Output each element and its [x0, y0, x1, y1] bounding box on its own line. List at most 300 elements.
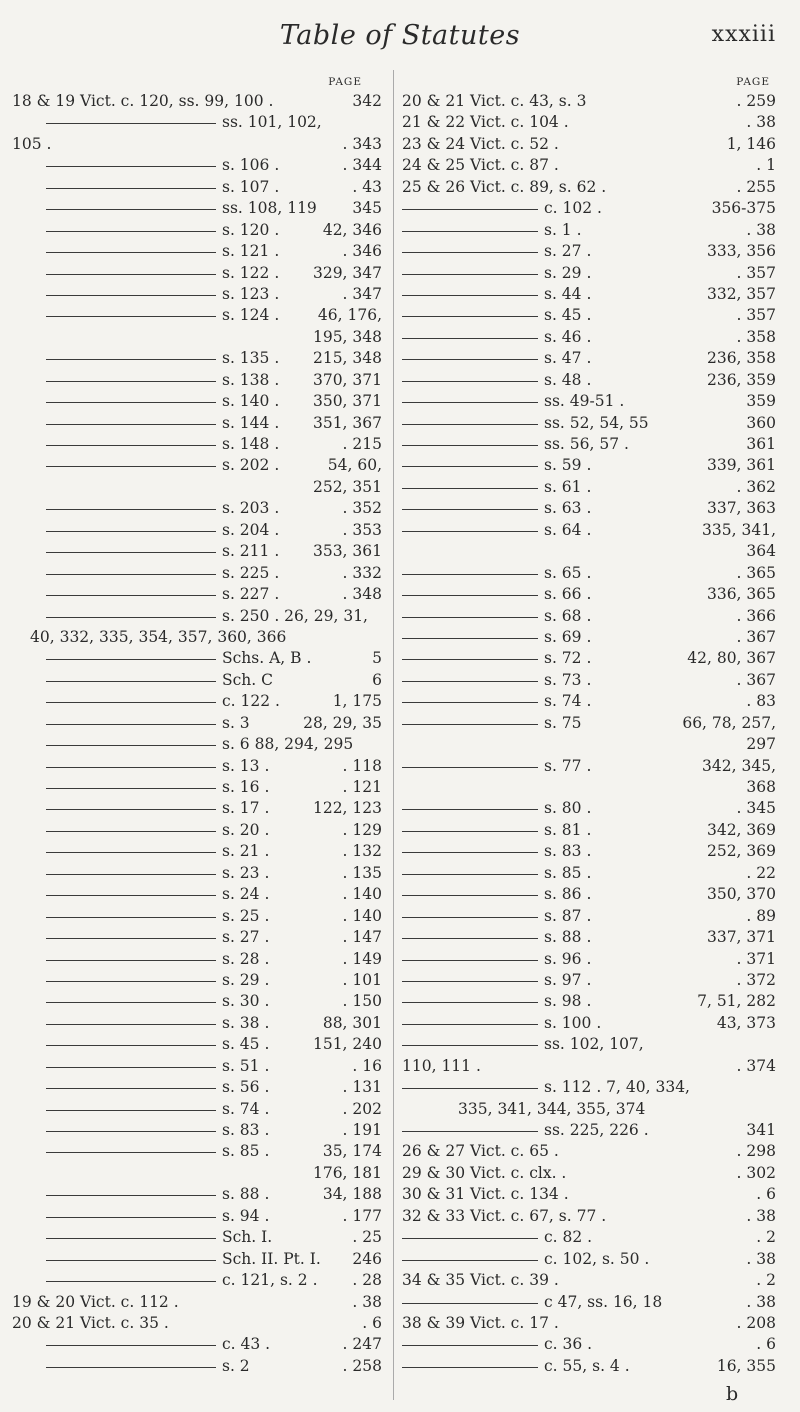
ditto-rule	[402, 274, 538, 275]
index-entry	[398, 1207, 788, 1228]
ditto-rule	[402, 767, 538, 768]
entry-label: s. 140 .	[222, 392, 280, 411]
entry-page: . 2	[756, 1228, 776, 1247]
index-entry	[398, 435, 788, 456]
ditto-rule	[402, 852, 538, 853]
ditto-rule	[402, 1260, 538, 1261]
entry-label: 110, 111 .	[402, 1056, 481, 1075]
entry-label: 335, 341, 344, 355, 374	[458, 1099, 646, 1118]
index-entry	[398, 1250, 788, 1271]
entry-page: . 147	[342, 928, 382, 947]
entry-page: . 22	[746, 863, 776, 882]
entry-label: s. 122 .	[222, 263, 280, 282]
ditto-rule	[402, 638, 538, 639]
entry-label: 105 .	[12, 134, 52, 153]
entry-label: 26 & 27 Vict. c. 65 .	[402, 1142, 559, 1161]
index-entry	[398, 221, 788, 242]
index-entry	[10, 735, 392, 756]
index-entry	[398, 735, 788, 756]
ditto-rule	[46, 617, 216, 618]
entry-label: s. 6 88, 294, 295	[222, 735, 354, 754]
entry-page: . 367	[736, 627, 776, 646]
entry-label: 30 & 31 Vict. c. 134 .	[402, 1185, 569, 1204]
entry-page: 329, 347	[312, 263, 382, 282]
entry-label: ss. 49-51 .	[544, 392, 625, 411]
entry-page: 88, 301	[322, 1013, 382, 1032]
index-entry	[10, 306, 392, 327]
ditto-rule	[402, 659, 538, 660]
ditto-rule	[402, 402, 538, 403]
index-entry	[398, 156, 788, 177]
ditto-rule	[402, 874, 538, 875]
ditto-rule	[402, 724, 538, 725]
entry-page: 43, 373	[716, 1013, 776, 1032]
index-entry	[398, 1164, 788, 1185]
ditto-rule	[402, 1345, 538, 1346]
ditto-rule	[46, 1131, 216, 1132]
index-entry	[10, 328, 392, 349]
ditto-rule	[402, 1088, 538, 1089]
page-number: xxxiii	[711, 22, 776, 47]
index-entry	[10, 264, 392, 285]
entry-page: . 6	[756, 1185, 776, 1204]
index-entry	[398, 478, 788, 499]
ditto-rule	[46, 424, 216, 425]
index-entry	[398, 371, 788, 392]
ditto-rule	[46, 381, 216, 382]
entry-page: 333, 356	[706, 242, 776, 261]
index-entry	[10, 156, 392, 177]
entry-label: Sch. I.	[222, 1228, 273, 1247]
entry-label: s. 94 .	[222, 1206, 270, 1225]
entry-label: Schs. A, B .	[222, 649, 312, 668]
ditto-rule	[46, 166, 216, 167]
ditto-rule	[46, 981, 216, 982]
entry-label: s. 72 .	[544, 649, 592, 668]
ditto-rule	[402, 338, 538, 339]
index-entry	[10, 757, 392, 778]
entry-label: ss. 52, 54, 55	[544, 413, 649, 432]
entry-page: 5	[372, 649, 382, 668]
entry-page: 353, 361	[312, 542, 382, 561]
entry-label: ss. 225, 226 .	[544, 1121, 649, 1139]
index-entry	[10, 799, 392, 820]
index-entry	[398, 1335, 788, 1356]
entry-page: . 89	[746, 906, 776, 925]
entry-label: s. 64 .	[544, 520, 592, 539]
page-header	[0, 0, 800, 70]
index-entry	[398, 542, 788, 563]
entry-label: ss. 56, 57 .	[544, 435, 629, 453]
ditto-rule	[46, 466, 216, 467]
entry-label: s. 63 .	[544, 499, 592, 518]
ditto-rule	[402, 1045, 538, 1046]
entry-page: . 101	[342, 970, 382, 989]
entry-label: s. 66 .	[544, 585, 592, 604]
index-entry	[398, 392, 788, 413]
index-entry	[10, 778, 392, 799]
entry-label: s. 24 .	[222, 885, 270, 904]
index-entry	[398, 714, 788, 735]
entry-page: . 365	[736, 563, 776, 582]
entry-label: s. 106 .	[222, 156, 280, 175]
index-entry	[398, 1293, 788, 1314]
entry-label: 24 & 25 Vict. c. 87 .	[402, 156, 559, 175]
ditto-rule	[46, 809, 216, 810]
entry-page: 342	[352, 92, 382, 110]
entry-label: s. 85 .	[222, 1142, 270, 1161]
index-entry	[10, 1100, 392, 1121]
ditto-rule	[402, 295, 538, 296]
entry-page: . 344	[342, 156, 382, 175]
entry-label: s. 148 .	[222, 435, 280, 453]
entry-page: . 357	[736, 263, 776, 282]
index-entry	[398, 692, 788, 713]
entry-page: . 38	[746, 1206, 776, 1225]
index-entry	[10, 628, 392, 649]
index-entry	[10, 1142, 392, 1163]
ditto-rule	[46, 960, 216, 961]
entry-page: 360	[746, 413, 776, 432]
entry-page: 351, 367	[312, 413, 382, 432]
index-entry	[398, 842, 788, 863]
entry-label: s. 21 .	[222, 842, 270, 861]
ditto-rule	[46, 788, 216, 789]
entry-page: . 6	[756, 1335, 776, 1354]
entry-page: . 367	[736, 670, 776, 689]
column-divider	[393, 70, 394, 1400]
index-entry	[398, 928, 788, 949]
ditto-rule	[46, 702, 216, 703]
entry-page: . 28	[352, 1271, 382, 1290]
entry-label: s. 96 .	[544, 949, 592, 968]
entry-label: s. 59 .	[544, 456, 592, 475]
entry-page: . 347	[342, 284, 382, 303]
ditto-rule	[402, 574, 538, 575]
entry-label: s. 250 . 26, 29, 31,	[222, 606, 368, 625]
entry-label: 38 & 39 Vict. c. 17 .	[402, 1313, 559, 1332]
ditto-rule	[46, 1195, 216, 1196]
entry-page: . 298	[736, 1142, 776, 1161]
entry-label: s. 124 .	[222, 306, 280, 325]
index-entry	[398, 242, 788, 263]
entry-page: 42, 80, 367	[687, 649, 776, 668]
ditto-rule	[46, 895, 216, 896]
index-entry	[10, 821, 392, 842]
ditto-rule	[46, 1260, 216, 1261]
ditto-rule	[46, 123, 216, 124]
index-entry	[10, 135, 392, 156]
entry-page: 337, 371	[706, 928, 776, 947]
entry-page: . 38	[746, 113, 776, 132]
entry-page: 335, 341,	[702, 520, 776, 539]
index-entry	[398, 564, 788, 585]
ditto-rule	[46, 1067, 216, 1068]
index-entry	[10, 928, 392, 949]
index-entry	[10, 842, 392, 863]
ditto-rule	[46, 531, 216, 532]
entry-label: s. 80 .	[544, 799, 592, 818]
index-entry	[10, 349, 392, 370]
index-entry	[398, 113, 788, 134]
ditto-rule	[46, 188, 216, 189]
entry-page: 42, 346	[322, 220, 382, 239]
ditto-rule	[46, 874, 216, 875]
index-entry	[398, 907, 788, 928]
entry-label: s. 29 .	[222, 970, 270, 989]
ditto-rule	[402, 681, 538, 682]
entry-page: 54, 60,	[327, 456, 382, 475]
ditto-rule	[402, 917, 538, 918]
entry-label: s. 74 .	[544, 692, 592, 711]
index-entry	[10, 864, 392, 885]
index-entry	[398, 971, 788, 992]
entry-page: 34, 188	[322, 1185, 382, 1204]
entry-label: s. 112 . 7, 40, 334,	[544, 1078, 690, 1097]
index-entry	[398, 585, 788, 606]
index-entry	[398, 757, 788, 778]
entry-page: 368	[746, 778, 776, 796]
entry-label: s. 88 .	[544, 928, 592, 947]
entry-label: s. 202 .	[222, 456, 280, 475]
index-entry	[398, 178, 788, 199]
entry-page: . 16	[352, 1056, 382, 1075]
ditto-rule	[46, 1238, 216, 1239]
entry-label: s. 65 .	[544, 563, 592, 582]
index-entry	[398, 306, 788, 327]
entry-page: . 38	[746, 1249, 776, 1268]
index-entry	[10, 971, 392, 992]
entry-label: s. 51 .	[222, 1056, 270, 1075]
entry-label: c. 36 .	[544, 1335, 593, 1354]
ditto-rule	[46, 274, 216, 275]
index-entry	[398, 628, 788, 649]
ditto-rule	[46, 1024, 216, 1025]
ditto-rule	[402, 252, 538, 253]
ditto-rule	[402, 1303, 538, 1304]
ditto-rule	[46, 295, 216, 296]
ditto-rule	[46, 938, 216, 939]
index-entry	[10, 649, 392, 670]
ditto-rule	[46, 402, 216, 403]
ditto-rule	[402, 809, 538, 810]
index-entry	[398, 1121, 788, 1142]
ditto-rule	[46, 1367, 216, 1368]
entry-label: s. 46 .	[544, 327, 592, 346]
entry-label: c. 43 .	[222, 1335, 271, 1354]
entry-page: 252, 369	[706, 842, 776, 861]
index-entry	[398, 285, 788, 306]
index-entry	[398, 799, 788, 820]
entry-label: s. 123 .	[222, 284, 280, 303]
entry-page: 341	[746, 1121, 776, 1139]
entry-page: . 258	[342, 1356, 382, 1375]
ditto-rule	[402, 1002, 538, 1003]
index-entry	[398, 778, 788, 799]
entry-page: 1, 175	[332, 692, 382, 711]
ditto-rule	[46, 231, 216, 232]
entry-page: . 346	[342, 242, 382, 261]
entry-page: 345	[352, 199, 382, 218]
index-entry	[398, 414, 788, 435]
index-entry	[398, 671, 788, 692]
entry-label: s. 2	[222, 1356, 250, 1375]
index-entry	[10, 1335, 392, 1356]
entry-page: 336, 365	[706, 585, 776, 604]
entry-label: s. 87 .	[544, 906, 592, 925]
entry-label: s. 68 .	[544, 606, 592, 625]
index-entry	[398, 349, 788, 370]
entry-label: 32 & 33 Vict. c. 67, s. 77 .	[402, 1206, 607, 1225]
entry-page: . 131	[342, 1078, 382, 1097]
entry-page: . 118	[342, 756, 382, 775]
entry-label: s. 81 .	[544, 820, 592, 839]
entry-page: 361	[746, 435, 776, 453]
ditto-rule	[402, 938, 538, 939]
entry-page: . 362	[736, 477, 776, 496]
entry-label: ss. 101, 102,	[222, 113, 322, 132]
index-entry	[10, 456, 392, 477]
entry-label: s. 17 .	[222, 799, 270, 818]
entry-label: s. 107 .	[222, 177, 280, 196]
index-entry	[10, 1014, 392, 1035]
index-entry	[398, 607, 788, 628]
entry-page: . 129	[342, 820, 382, 839]
entry-page: 236, 359	[706, 370, 776, 389]
entry-page: 332, 357	[706, 284, 776, 303]
index-entry	[398, 950, 788, 971]
entry-label: s. 38 .	[222, 1013, 270, 1032]
ditto-rule	[402, 424, 538, 425]
index-entry	[398, 264, 788, 285]
ditto-rule	[402, 702, 538, 703]
index-entry	[10, 1250, 392, 1271]
ditto-rule	[46, 445, 216, 446]
entry-page: . 191	[342, 1121, 382, 1139]
entry-label: s. 69 .	[544, 627, 592, 646]
entry-label: s. 45 .	[544, 306, 592, 325]
entry-label: s. 227 .	[222, 585, 280, 604]
entry-page: . 366	[736, 606, 776, 625]
ditto-rule	[402, 831, 538, 832]
entry-label: s. 86 .	[544, 885, 592, 904]
entry-page: 337, 363	[706, 499, 776, 518]
entry-page: 359	[746, 392, 776, 411]
entry-label: s. 27 .	[544, 242, 592, 261]
entry-label: 20 & 21 Vict. c. 35 .	[12, 1313, 169, 1332]
entry-page: 35, 174	[322, 1142, 382, 1161]
index-entry	[10, 178, 392, 199]
entry-label: s. 97 .	[544, 970, 592, 989]
entry-label: c. 102 .	[544, 199, 602, 218]
entry-page: . 358	[736, 327, 776, 346]
entry-page: . 332	[342, 563, 382, 582]
entry-label: s. 83 .	[544, 842, 592, 861]
entry-label: Sch. II. Pt. I.	[222, 1249, 321, 1268]
index-entry	[10, 521, 392, 542]
index-entry	[10, 414, 392, 435]
left-entries	[10, 92, 392, 1378]
index-entry	[398, 135, 788, 156]
ditto-rule	[46, 831, 216, 832]
entry-label: c. 55, s. 4 .	[544, 1356, 630, 1375]
ditto-rule	[46, 1152, 216, 1153]
ditto-rule	[46, 767, 216, 768]
index-entry	[10, 1228, 392, 1249]
ditto-rule	[46, 574, 216, 575]
entry-page: 6	[372, 670, 382, 689]
index-entry	[398, 821, 788, 842]
index-entry	[398, 521, 788, 542]
entry-page: 342, 345,	[702, 756, 776, 775]
entry-label: s. 138 .	[222, 370, 280, 389]
entry-label: s. 13 .	[222, 756, 270, 775]
index-entry	[10, 242, 392, 263]
entry-label: s. 203 .	[222, 499, 280, 518]
entry-page: . 121	[342, 778, 382, 796]
entry-page: . 38	[746, 220, 776, 239]
ditto-rule	[402, 231, 538, 232]
index-entry	[10, 113, 392, 134]
entry-page: . 259	[736, 92, 776, 110]
index-entry	[10, 435, 392, 456]
index-entry	[10, 1207, 392, 1228]
index-entry	[10, 1121, 392, 1142]
ditto-rule	[402, 895, 538, 896]
entry-label: c. 122 .	[222, 692, 280, 711]
ditto-rule	[402, 981, 538, 982]
ditto-rule	[402, 1367, 538, 1368]
entry-label: s. 56 .	[222, 1078, 270, 1097]
entry-label: ss. 108, 119	[222, 199, 317, 218]
entry-page: . 83	[746, 692, 776, 711]
index-entry	[10, 1271, 392, 1292]
entry-page: . 345	[736, 799, 776, 818]
entry-page: 252, 351	[312, 477, 382, 496]
ditto-rule	[46, 724, 216, 725]
index-entry	[398, 1057, 788, 1078]
entry-page: 364	[746, 542, 776, 561]
entry-label: s. 44 .	[544, 284, 592, 303]
entry-label: s. 16 .	[222, 778, 270, 796]
ditto-rule	[402, 381, 538, 382]
index-entry	[10, 714, 392, 735]
ditto-rule	[402, 488, 538, 489]
index-entry	[10, 1185, 392, 1206]
ditto-rule	[46, 359, 216, 360]
entry-page: 176, 181	[312, 1163, 382, 1182]
entry-page: . 208	[736, 1313, 776, 1332]
entry-page: 7, 51, 282	[697, 992, 776, 1011]
index-entry	[398, 328, 788, 349]
entry-label: 20 & 21 Vict. c. 43, s. 3	[402, 92, 587, 110]
index-entry	[10, 907, 392, 928]
entry-page: . 25	[352, 1228, 382, 1247]
ditto-rule	[46, 552, 216, 553]
index-entry	[10, 1314, 392, 1335]
entry-label: ss. 102, 107,	[544, 1035, 644, 1054]
entry-page: 246	[352, 1249, 382, 1268]
entry-label: 18 & 19 Vict. c. 120, ss. 99, 100 .	[12, 92, 274, 110]
index-entry	[10, 542, 392, 563]
entry-page: 350, 370	[706, 885, 776, 904]
ditto-rule	[46, 1088, 216, 1089]
index-entry	[398, 1142, 788, 1163]
entry-page: . 202	[342, 1099, 382, 1118]
index-entry	[398, 1314, 788, 1335]
page-column-label: PAGE	[328, 76, 362, 88]
ditto-rule	[402, 595, 538, 596]
